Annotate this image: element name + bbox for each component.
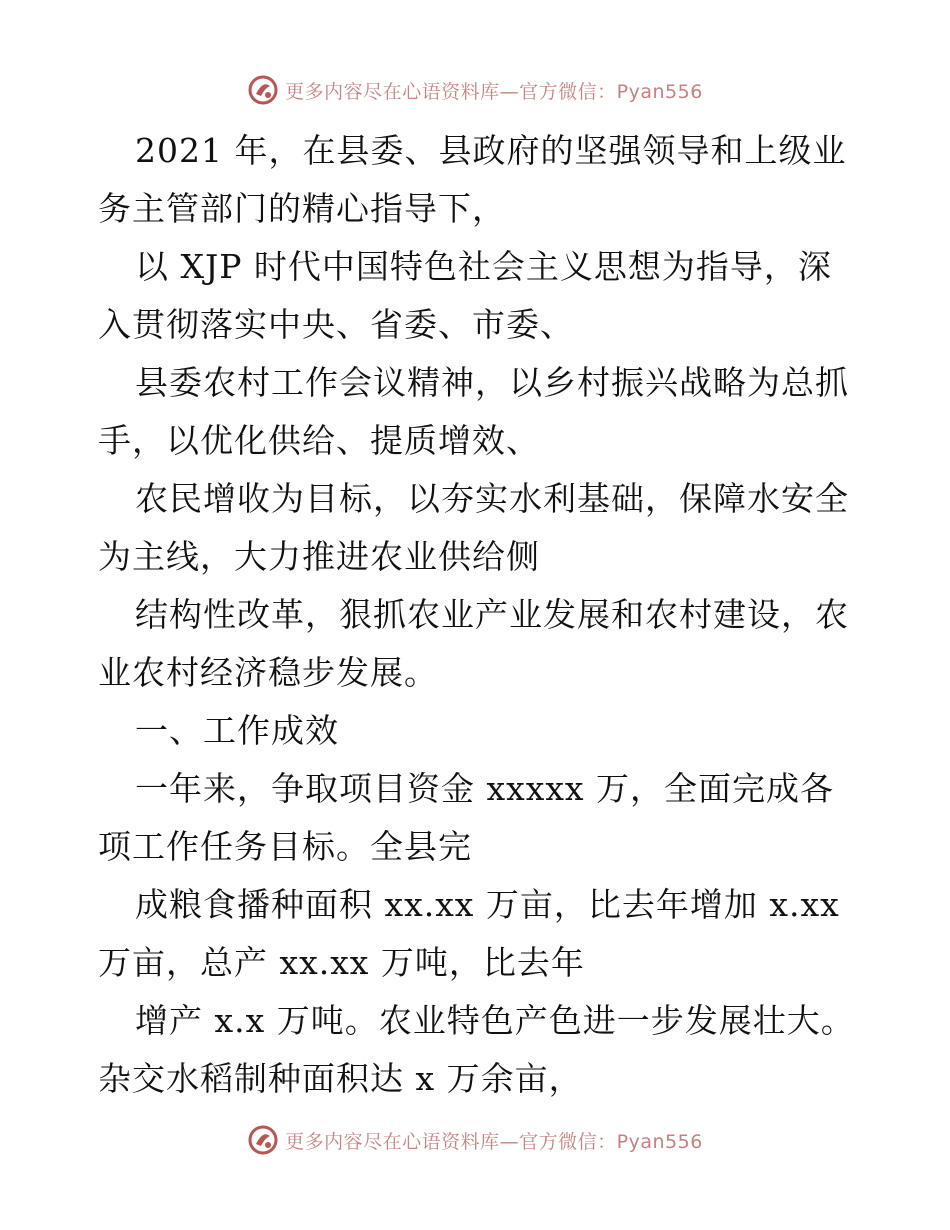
seal-logo-icon <box>247 74 279 106</box>
paragraph: 结构性改革，狠抓农业产业发展和农村建设，农业农村经济稳步发展。 <box>98 595 849 692</box>
paragraph: 成粮食播种面积 xx.xx 万亩，比去年增加 x.xx 万亩，总产 xx.xx 万吨，比去年 <box>98 885 840 982</box>
paragraph: 2021 年，在县委、县政府的坚强领导和上级业务主管部门的精心指导下， <box>98 131 847 228</box>
paragraph: 县委农村工作会议精神，以乡村振兴战略为总抓手，以优化供给、提质增效、 <box>98 363 849 460</box>
paragraph: 以 XJP 时代中国特色社会主义思想为指导，深入贯彻落实中央、省委、市委、 <box>98 247 832 344</box>
watermark-text: 更多内容尽在心语资料库—官方微信：Pyan556 <box>285 80 703 103</box>
paragraph: 农民增收为目标，以夯实水利基础，保障水安全为主线，大力推进农业供给侧 <box>98 479 849 576</box>
header-watermark <box>0 70 950 110</box>
footer-watermark <box>0 1120 950 1160</box>
paragraph: 增产 x.x 万吨。农业特色产色进一步发展壮大。杂交水稻制种面积达 x 万余亩， <box>98 1001 855 1098</box>
paragraph: 一年来，争取项目资金 xxxxx 万，全面完成各项工作任务目标。全县完 <box>98 769 835 866</box>
watermark-text: 更多内容尽在心语资料库—官方微信：Pyan556 <box>285 1130 703 1153</box>
seal-logo-icon <box>247 1124 279 1156</box>
section-heading: 一、工作成效 <box>135 711 339 750</box>
document-body <box>98 122 858 1108</box>
